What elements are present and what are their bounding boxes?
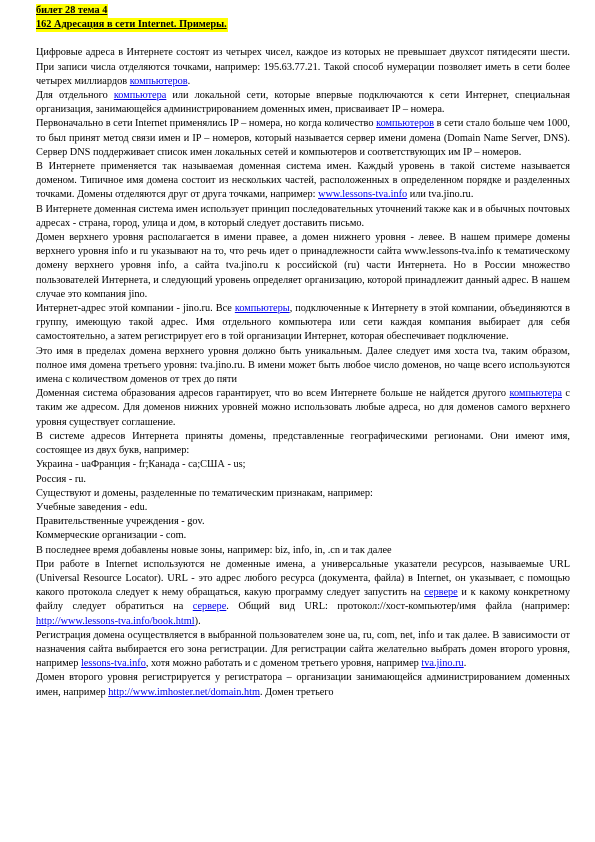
paragraph-20: Домен второго уровня регистрируется у регистратора – организации занимающейся администрированием доменных имен, например http://www.imhoster.net/domain.htm. Домен третьего: [36, 672, 570, 698]
link-book-url[interactable]: http://www.lessons-tva.info/book.html: [36, 615, 195, 627]
topic-title: 162 Адресация в сети Internet. Примеры.: [36, 19, 227, 31]
paragraph-1: Цифровые адреса в Интернете состоят из четырех чисел, каждое из которых не превышает двухсот пятидесяти шести. При записи числа отделяются точками, например: 195.63.77.21. Такой способ нумерации позволяет иметь в сети более четырех миллиардов компьютеров.: [36, 47, 570, 87]
link-lessons-tva[interactable]: lessons-tva.info: [80, 658, 146, 670]
paragraph-8: Это имя в пределах домена верхнего уровня должно быть уникальным. Далее следует имя хоста tva, таким образом, полное имя домена третьего уровня: tva.jino.ru. В имени может быть любое число доменов, но чаще всего используются имена с количеством доменов от трех до пяти: [36, 345, 570, 386]
link-computer-1[interactable]: компьютера: [113, 90, 167, 102]
paragraph-11: Украина - uaФранция - fr;Канада - ca;США - us;: [36, 459, 246, 471]
document-page: [36, 4, 570, 700]
paragraph-19: Регистрация домена осуществляется в выбранной пользователем зоне ua, ru, com, net, info и так далее. В зависимости от назначения сайта выбирается его зона регистрации. Для регистрации сайта желательно выбрать домен второго уровня, например lessons-tva.info, хотя можно работать и с доменом третьего уровня, например tva.jino.ru.: [36, 629, 570, 670]
header-block: [36, 4, 570, 32]
paragraph-10: В системе адресов Интернета приняты домены, представленные географическими регионами. Они имеют имя, состоящее из двух букв, например:: [36, 430, 570, 457]
ticket-heading: билет 28 тема 4: [36, 5, 108, 16]
paragraph-15: Правительственные учреждения - gov.: [36, 516, 205, 528]
link-server-2[interactable]: сервере: [192, 601, 227, 613]
link-computers-3[interactable]: компьютеры: [234, 303, 290, 315]
paragraph-9: Доменная система образования адресов гарантирует, что во всем Интернете больше не найдется другого компьютера с таким же адресом. Для доменов нижних уровней можно использовать любые адреса, но для доменов самого верхнего уровня существует соглашение.: [36, 388, 571, 428]
link-computer-2[interactable]: компьютера: [509, 388, 562, 400]
paragraph-14: Учебные заведения - edu.: [36, 501, 148, 513]
paragraph-16: Коммерческие организации - com.: [36, 530, 187, 542]
paragraph-4: В Интернете применяется так называемая доменная система имен. Каждый уровень в такой системе называется доменом. Типичное имя домена состоит из нескольких частей, расположенных в определенном порядке и разделенных точками. Домены отделяются друг от друга точками, например: www.lessons-tva.info или tva.jino.ru.: [36, 161, 570, 201]
paragraph-12: Россия - ru.: [36, 473, 86, 485]
paragraph-17: В последнее время добавлены новые зоны, например: biz, info, in, .cn и так далее: [36, 544, 392, 556]
paragraph-3: Первоначально в сети Internet применялись IP – номера, но когда количество компьютеров в сети стало больше чем 1000, то был принят метод связи имен и IP – номеров, который называется сервер имени домена (Domain Name Server, DNS). Сервер DNS поддерживает список имен локальных сетей и компьютеров и соответствующих им IP – номеров.: [36, 118, 570, 158]
paragraph-7: Интернет-адрес этой компании - jino.ru. Все компьютеры, подключенные к Интернету в этой компании, объединяются в группу, имеющую такой адрес. Имя отдельного компьютера или сети каждая компания выбирает для себя самостоятельно, а затем регистрирует его в той организации Интернет, которая обеспечивает подключение.: [36, 303, 571, 343]
paragraph-5: В Интернете доменная система имен использует принцип последовательных уточнений также как и в обычных почтовых адресах - страна, город, улица и дом, в который следует доставить письмо.: [36, 203, 571, 229]
link-server-1[interactable]: сервере: [424, 587, 458, 599]
link-computers-2[interactable]: компьютеров: [376, 118, 435, 130]
paragraph-18: При работе в Internet используются не доменные имена, а универсальные указатели ресурсов, называемые URL (Universal Resource Locator). URL - это адрес любого ресурса (документа, файла) в Internet, он указывает, с помощью какого протокола следует к нему обращаться, какую программу следует запустить на сервере и к какому конкретному файлу следует обратиться на сервере. Общий вид URL: протокол://хост-компьютер/имя файла (например: http://www.lessons-tva.info/book.html).: [36, 558, 570, 627]
link-tva-jino[interactable]: tva.jino.ru: [421, 658, 464, 670]
paragraph-13: Существуют и домены, разделенные по тематическим признакам, например:: [36, 487, 373, 499]
spacer: [36, 32, 570, 46]
link-imhoster[interactable]: http://www.imhoster.net/domain.htm: [108, 686, 260, 698]
paragraph-2: Для отдельного компьютера или локальной сети, которые впервые подключаются к сети Интернет, специальная организация, занимающейся администрированием доменных имен, присваивает IP – номера.: [36, 90, 570, 116]
link-lessons-tva-site[interactable]: www.lessons-tva.info: [318, 189, 408, 201]
paragraph-6: Домен верхнего уровня располагается в имени правее, а домен нижнего уровня - левее. В нашем примере домены верхнего уровня info и ru указывают на то, что речь идет о принадлежности сайта www.lessons-tva.info к тематическому домену верхнего уровня info, а сайта tva.jino.ru к российской (ru) части Интернета. Но в России множество пользователей Интернета, и следующий уровень определяет организацию, которой принадлежит данный адрес. В нашем случае это компания jino.: [36, 232, 570, 300]
link-computers-1[interactable]: компьютеров: [129, 75, 188, 87]
